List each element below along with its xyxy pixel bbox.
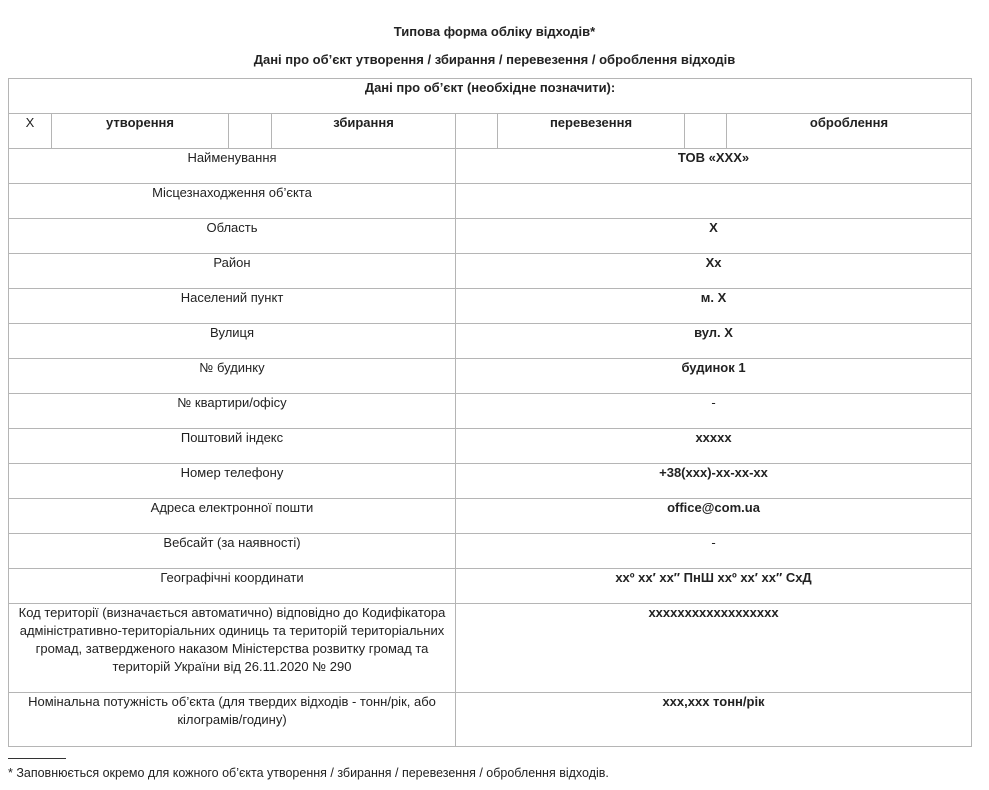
table-header: Дані про об’єкт (необхідне позначити): [9,79,972,114]
footnote: * Заповнюється окремо для кожного об’єкта утворення / збирання / перевезення / оброблення відходів. [8,766,609,780]
type-label-processing: оброблення [727,114,972,149]
field-label: Місцезнаходження об’єкта [9,184,456,219]
object-data-table [8,78,972,747]
type-mark-processing[interactable] [685,114,727,149]
field-value: - [456,534,972,569]
footnote-divider [8,758,66,759]
field-value: ххххх [456,429,972,464]
table-row [9,429,972,464]
type-label-collection: збирання [272,114,456,149]
table-row [9,604,972,693]
table-row [9,359,972,394]
table-row [9,499,972,534]
table-row [9,289,972,324]
type-label-generation: утворення [52,114,229,149]
field-label: Географічні координати [9,569,456,604]
field-value: ТОВ «ХХХ» [456,149,972,184]
table-row [9,219,972,254]
field-label: Поштовий індекс [9,429,456,464]
field-label: Номер телефону [9,464,456,499]
field-value: +38(ххх)-хх-хх-хх [456,464,972,499]
field-value: ххº хх′ хх″ ПнШ ххº хх′ хх″ СхД [456,569,972,604]
table-row [9,534,972,569]
type-mark-generation[interactable]: Х [9,114,52,149]
table-row [9,184,972,219]
table-row [9,149,972,184]
field-label: Найменування [9,149,456,184]
field-value: будинок 1 [456,359,972,394]
field-label: Номінальна потужність об’єкта (для твердих відходів - тонн/рік, або кілограмів/годину) [9,693,456,747]
form-subtitle: Дані про об’єкт утворення / збирання / перевезення / оброблення відходів [253,52,736,67]
field-value: - [456,394,972,429]
field-label: Код території (визначається автоматично) відповідно до Кодифікатора адміністративно-територіальних одиниць та територій територіальних громад, затвердженого наказом Міністерства розвитку громад та територій України від 26.11.2020 № 290 [9,604,456,693]
table-header-row [9,79,972,114]
field-value: м. Х [456,289,972,324]
field-label: Вебсайт (за наявності) [9,534,456,569]
field-value: Х [456,219,972,254]
field-label: Область [9,219,456,254]
table-row [9,569,972,604]
table-row [9,464,972,499]
field-value: office@com.ua [456,499,972,534]
field-label: № квартири/офісу [9,394,456,429]
type-mark-transport[interactable] [456,114,498,149]
field-label: Район [9,254,456,289]
field-label: Населений пункт [9,289,456,324]
field-value: ххх,ххх тонн/рік [456,693,972,747]
table-row [9,324,972,359]
object-type-row [9,114,972,149]
field-label: Адреса електронної пошти [9,499,456,534]
field-label: № будинку [9,359,456,394]
field-value: хххххххххххххххххх [456,604,972,693]
field-value [456,184,972,219]
table-row [9,394,972,429]
field-value: Хх [456,254,972,289]
field-label: Вулиця [9,324,456,359]
field-value: вул. Х [456,324,972,359]
table-row [9,254,972,289]
type-label-transport: перевезення [498,114,685,149]
table-row [9,693,972,747]
form-title: Типова форма обліку відходів* [393,24,596,39]
type-mark-collection[interactable] [229,114,272,149]
